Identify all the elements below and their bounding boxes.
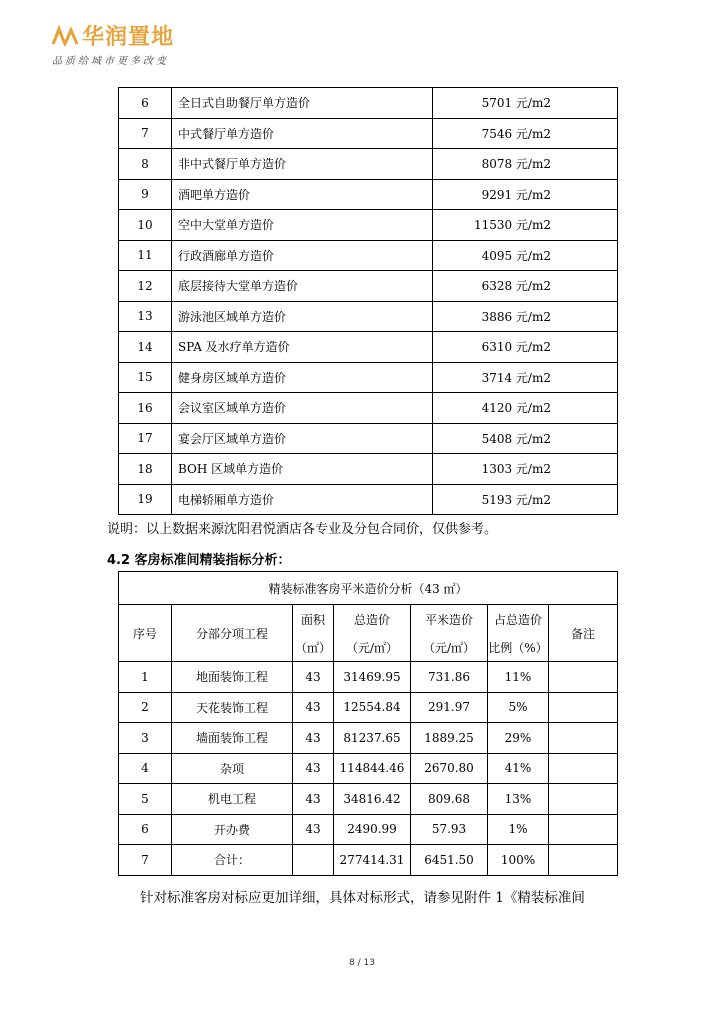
cost-item-name: 行政酒廊单方造价	[172, 240, 433, 271]
data-source-note: 说明：以上数据来源沈阳君悦酒店各专业及分包合同价，仅供参考。	[107, 522, 498, 537]
unit-cost-value: 57.93	[411, 814, 488, 845]
header-ratio: 占总造价	[488, 605, 549, 634]
row-number: 14	[119, 332, 172, 363]
total-cost-value: 12554.84	[334, 692, 411, 723]
header-area-unit: （㎡）	[293, 633, 334, 662]
row-number: 5	[119, 784, 172, 815]
unit-cost-value: 809.68	[411, 784, 488, 815]
row-number: 12	[119, 271, 172, 302]
total-cost-value: 34816.42	[334, 784, 411, 815]
row-number: 6	[119, 88, 172, 119]
cost-item-name: 酒吧单方造价	[172, 179, 433, 210]
table-row	[119, 784, 618, 815]
unit-cost-value: 11530 元/m2	[433, 210, 618, 241]
unit-cost-value: 6310 元/m2	[433, 332, 618, 363]
work-item-name: 杂项	[172, 753, 293, 784]
remark-value	[549, 723, 618, 754]
cost-item-name: SPA 及水疗单方造价	[172, 332, 433, 363]
cost-item-name: 健身房区域单方造价	[172, 362, 433, 393]
total-cost-value: 81237.65	[334, 723, 411, 754]
area-value: 43	[293, 784, 334, 815]
area-value: 43	[293, 723, 334, 754]
total-cost-value: 277414.31	[334, 845, 411, 876]
row-number: 7	[119, 118, 172, 149]
total-cost-value: 114844.46	[334, 753, 411, 784]
table-row	[119, 423, 618, 454]
cost-item-name: 会议室区域单方造价	[172, 393, 433, 424]
row-number: 17	[119, 423, 172, 454]
cost-item-name: 非中式餐厅单方造价	[172, 149, 433, 180]
unit-cost-value: 1303 元/m2	[433, 454, 618, 485]
ratio-value: 41%	[488, 753, 549, 784]
table-row	[119, 484, 618, 515]
row-number: 16	[119, 393, 172, 424]
header-unit-unit: （元/㎡）	[411, 633, 488, 662]
work-item-name: 机电工程	[172, 784, 293, 815]
unit-cost-value: 5408 元/m2	[433, 423, 618, 454]
unit-cost-value: 7546 元/m2	[433, 118, 618, 149]
cost-item-name: 底层接待大堂单方造价	[172, 271, 433, 302]
body-paragraph: 针对标准客房对标应更加详细，具体对标形式，请参见附件 1《精装标准间	[140, 890, 585, 906]
ratio-value: 1%	[488, 814, 549, 845]
ratio-value: 13%	[488, 784, 549, 815]
company-logo	[52, 22, 252, 72]
remark-value	[549, 814, 618, 845]
unit-cost-value: 5193 元/m2	[433, 484, 618, 515]
brand-slogan: 品质给城市更多改变	[52, 56, 169, 67]
table-row	[119, 271, 618, 302]
work-item-name: 地面装饰工程	[172, 662, 293, 693]
row-number: 6	[119, 814, 172, 845]
cost-item-name: 中式餐厅单方造价	[172, 118, 433, 149]
room-cost-table	[118, 571, 618, 876]
unit-cost-value: 5701 元/m2	[433, 88, 618, 119]
unit-cost-value: 2670.80	[411, 753, 488, 784]
ratio-value: 5%	[488, 692, 549, 723]
table-row	[119, 179, 618, 210]
unit-cost-value: 4120 元/m2	[433, 393, 618, 424]
logo-mark-icon	[52, 22, 78, 46]
table-row	[119, 149, 618, 180]
unit-cost-value: 291.97	[411, 692, 488, 723]
unit-cost-value: 6451.50	[411, 845, 488, 876]
header-unit: 平米造价	[411, 605, 488, 634]
cost-item-name: 宴会厅区域单方造价	[172, 423, 433, 454]
remark-value	[549, 784, 618, 815]
row-number: 19	[119, 484, 172, 515]
section-heading: 4.2 客房标准间精装指标分析：	[107, 553, 291, 568]
table-row	[119, 692, 618, 723]
table-row	[119, 845, 618, 876]
header-no: 序号	[119, 605, 172, 662]
remark-value	[549, 753, 618, 784]
unit-cost-table	[118, 87, 618, 515]
row-number: 1	[119, 662, 172, 693]
header-total-unit: （元/㎡）	[334, 633, 411, 662]
table-row	[119, 753, 618, 784]
unit-cost-value: 3714 元/m2	[433, 362, 618, 393]
row-number: 9	[119, 179, 172, 210]
row-number: 18	[119, 454, 172, 485]
table-row	[119, 240, 618, 271]
ratio-value: 29%	[488, 723, 549, 754]
table-row	[119, 332, 618, 363]
table-row	[119, 723, 618, 754]
unit-cost-value: 3886 元/m2	[433, 301, 618, 332]
table-row	[119, 454, 618, 485]
cost-item-name: 电梯轿厢单方造价	[172, 484, 433, 515]
cost-item-name: 空中大堂单方造价	[172, 210, 433, 241]
header-remark: 备注	[549, 605, 618, 662]
row-number: 7	[119, 845, 172, 876]
row-number: 11	[119, 240, 172, 271]
row-number: 13	[119, 301, 172, 332]
unit-cost-value: 8078 元/m2	[433, 149, 618, 180]
unit-cost-value: 1889.25	[411, 723, 488, 754]
header-ratio-unit: 比例（%）	[488, 633, 549, 662]
table-row	[119, 88, 618, 119]
ratio-value: 11%	[488, 662, 549, 693]
room-table-caption: 精装标准客房平米造价分析（43 ㎡）	[119, 572, 618, 605]
work-item-name: 墙面装饰工程	[172, 723, 293, 754]
unit-cost-value: 6328 元/m2	[433, 271, 618, 302]
row-number: 8	[119, 149, 172, 180]
header-area: 面积	[293, 605, 334, 634]
row-number: 2	[119, 692, 172, 723]
table-row	[119, 301, 618, 332]
area-value: 43	[293, 753, 334, 784]
work-item-name: 天花装饰工程	[172, 692, 293, 723]
area-value	[293, 845, 334, 876]
page-number: 8 / 13	[349, 958, 375, 968]
table-row	[119, 393, 618, 424]
total-cost-value: 2490.99	[334, 814, 411, 845]
header-item: 分部分项工程	[172, 605, 293, 662]
cost-item-name: 全日式自助餐厅单方造价	[172, 88, 433, 119]
total-cost-value: 31469.95	[334, 662, 411, 693]
table-row	[119, 118, 618, 149]
cost-item-name: 游泳池区域单方造价	[172, 301, 433, 332]
area-value: 43	[293, 814, 334, 845]
remark-value	[549, 845, 618, 876]
row-number: 10	[119, 210, 172, 241]
ratio-value: 100%	[488, 845, 549, 876]
table-row	[119, 814, 618, 845]
brand-name: 华润置地	[82, 25, 175, 50]
unit-cost-value: 9291 元/m2	[433, 179, 618, 210]
unit-cost-value: 4095 元/m2	[433, 240, 618, 271]
work-item-name: 开办费	[172, 814, 293, 845]
table-row	[119, 362, 618, 393]
table-row	[119, 662, 618, 693]
work-item-name: 合计：	[172, 845, 293, 876]
unit-cost-value: 731.86	[411, 662, 488, 693]
header-total: 总造价	[334, 605, 411, 634]
table-row	[119, 210, 618, 241]
remark-value	[549, 692, 618, 723]
row-number: 4	[119, 753, 172, 784]
row-number: 3	[119, 723, 172, 754]
area-value: 43	[293, 662, 334, 693]
area-value: 43	[293, 692, 334, 723]
remark-value	[549, 662, 618, 693]
row-number: 15	[119, 362, 172, 393]
cost-item-name: BOH 区域单方造价	[172, 454, 433, 485]
